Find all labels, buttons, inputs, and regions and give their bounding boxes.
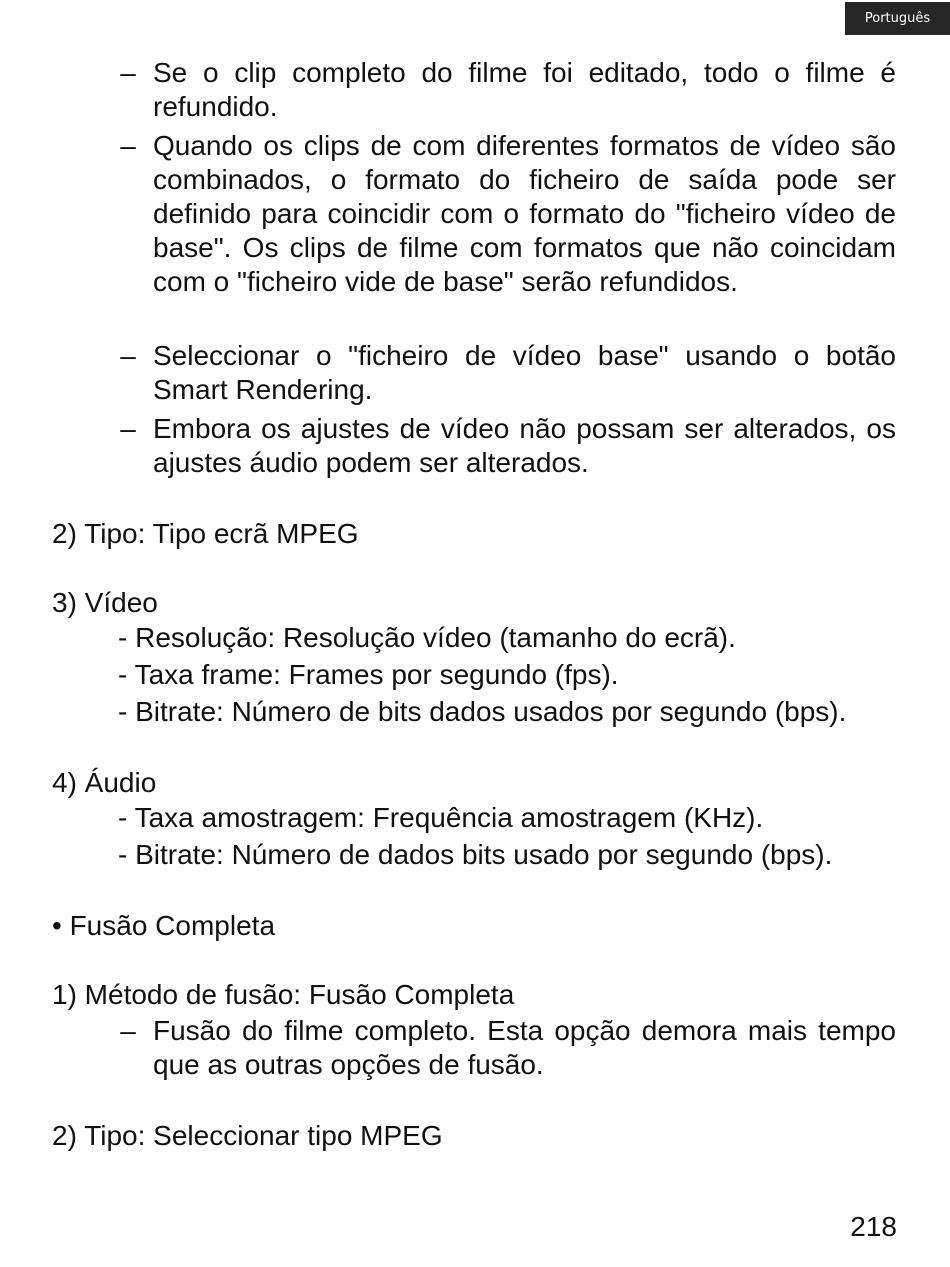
list-item	[118, 56, 896, 124]
list-item	[118, 339, 896, 407]
bullet-heading-fusao: • Fusão Completa	[52, 910, 276, 941]
section-heading-metodo: 1) Método de fusão: Fusão Completa	[52, 979, 515, 1010]
audio-item-sample-rate: - Taxa amostragem: Frequência amostragem (KHz).	[118, 802, 764, 833]
list-item	[118, 129, 896, 299]
section-heading-tipo-2: 2) Tipo: Seleccionar tipo MPEG	[52, 1120, 443, 1151]
page-number: 218	[850, 1211, 897, 1242]
section-heading-tipo: 2) Tipo: Tipo ecrã MPEG	[52, 518, 359, 549]
video-item-bitrate: - Bitrate: Número de bits dados usados por segundo (bps).	[118, 696, 847, 727]
video-item-resolution: - Resolução: Resolução vídeo (tamanho do ecrã).	[118, 622, 736, 653]
dash-marker: –	[120, 57, 136, 88]
list-item-text: Fusão do filme completo. Esta opção demora mais tempo que as outras opções de fusão.	[153, 1015, 896, 1080]
list-item	[118, 412, 896, 480]
dash-marker: –	[120, 413, 136, 444]
dash-marker: –	[120, 130, 136, 161]
language-tab: Português	[845, 2, 950, 35]
audio-item-bitrate: - Bitrate: Número de dados bits usado por segundo (bps).	[118, 839, 833, 870]
list-item-text: Se o clip completo do filme foi editado, todo o filme é refundido.	[153, 57, 896, 122]
list-item-text: Seleccionar o "ficheiro de vídeo base" usando o botão Smart Rendering.	[153, 340, 896, 405]
list-item-text: Quando os clips de com diferentes formatos de vídeo são combinados, o formato do ficheiro de saída pode ser definido para coincidir com o formato do "ficheiro vídeo de base". Os clips de filme com formatos que não coincidam com o "ficheiro vide de base" serão refundidos.	[153, 130, 896, 297]
list-item-text: Embora os ajustes de vídeo não possam ser alterados, os ajustes áudio podem ser alterados.	[153, 413, 896, 478]
dash-marker: –	[120, 1015, 136, 1046]
list-item	[118, 1014, 896, 1082]
section-heading-audio: 4) Áudio	[52, 767, 157, 798]
section-heading-video: 3) Vídeo	[52, 587, 158, 618]
video-item-frame-rate: - Taxa frame: Frames por segundo (fps).	[118, 659, 619, 690]
dash-marker: –	[120, 340, 136, 371]
